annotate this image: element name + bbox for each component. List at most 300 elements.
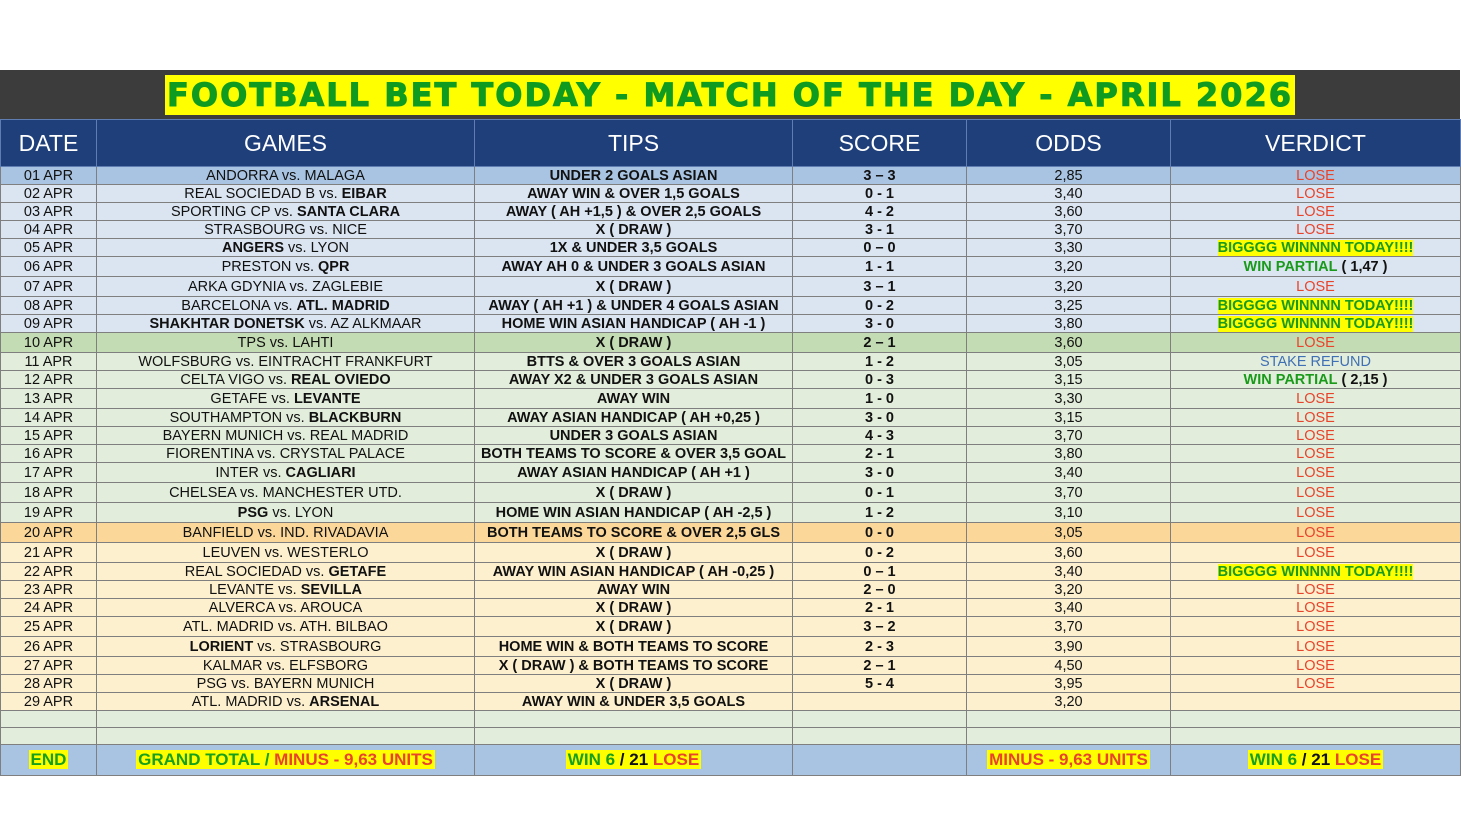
verdict-cell	[1171, 543, 1461, 563]
tip-cell: AWAY WIN	[475, 581, 793, 599]
odds-cell: 3,15	[967, 371, 1171, 389]
score-cell: 3 – 3	[793, 167, 967, 185]
blank-row	[1, 728, 1461, 745]
footer-win-lose: WIN 6 / 21 LOSE	[475, 745, 793, 776]
verdict-cell	[1171, 617, 1461, 637]
odds-cell: 3,60	[967, 333, 1171, 353]
tip-cell: X ( DRAW ) & BOTH TEAMS TO SCORE	[475, 657, 793, 675]
verdict-cell	[1171, 333, 1461, 353]
home-team: LEUVEN	[202, 544, 261, 561]
odds-cell: 3,70	[967, 617, 1171, 637]
away-team: MANCHESTER UTD.	[262, 484, 402, 501]
table-row	[1, 389, 1461, 409]
table-row	[1, 675, 1461, 693]
verdict-cell	[1171, 563, 1461, 581]
vs-label: vs.	[235, 353, 255, 370]
verdict-lose: LOSE	[1296, 167, 1335, 184]
game-cell	[97, 203, 475, 221]
away-team: MALAGA	[304, 167, 365, 184]
table-body	[1, 167, 1461, 711]
table-row	[1, 257, 1461, 277]
verdict-refund: STAKE REFUND	[1260, 353, 1371, 370]
home-team: ANGERS	[221, 239, 285, 256]
game-cell	[97, 409, 475, 427]
verdict-cell	[1171, 483, 1461, 503]
tip-cell: BOTH TEAMS TO SCORE & OVER 3,5 GOAL	[475, 445, 793, 463]
odds-cell: 3,70	[967, 483, 1171, 503]
game-cell	[97, 257, 475, 277]
tip-cell: BOTH TEAMS TO SCORE & OVER 2,5 GLS	[475, 523, 793, 543]
score-cell: 1 - 2	[793, 353, 967, 371]
vs-label: vs.	[240, 484, 259, 501]
verdict-cell	[1171, 389, 1461, 409]
home-team: SPORTING CP	[170, 203, 271, 220]
table-row	[1, 445, 1461, 463]
odds-cell: 3,10	[967, 503, 1171, 523]
home-team: BARCELONA	[181, 297, 270, 314]
blank-row	[1, 711, 1461, 728]
table-row	[1, 543, 1461, 563]
game-cell	[97, 617, 475, 637]
game-cell	[97, 315, 475, 333]
verdict-cell	[1171, 371, 1461, 389]
verdict-lose: LOSE	[1296, 221, 1335, 238]
verdict-cell	[1171, 221, 1461, 239]
away-team: AROUCA	[300, 599, 363, 616]
verdict-partial-value: ( 1,47 )	[1341, 258, 1388, 275]
table-row	[1, 637, 1461, 657]
tip-cell: AWAY ( AH +1 ) & UNDER 4 GOALS ASIAN	[475, 297, 793, 315]
date-cell: 15 APR	[1, 427, 97, 445]
away-team: LAHTI	[292, 334, 334, 351]
score-cell: 0 – 0	[793, 239, 967, 257]
table-row	[1, 617, 1461, 637]
away-team: REAL MADRID	[309, 427, 409, 444]
table-row	[1, 523, 1461, 543]
verdict-win-partial: WIN PARTIAL	[1243, 371, 1338, 388]
verdict-cell	[1171, 599, 1461, 617]
game-cell	[97, 675, 475, 693]
verdict-cell	[1171, 353, 1461, 371]
table-row	[1, 503, 1461, 523]
verdict-lose: LOSE	[1296, 581, 1335, 598]
date-cell: 12 APR	[1, 371, 97, 389]
date-cell: 16 APR	[1, 445, 97, 463]
home-team: WOLFSBURG	[138, 353, 232, 370]
home-team: LEVANTE	[209, 581, 275, 598]
tip-cell: UNDER 3 GOALS ASIAN	[475, 427, 793, 445]
home-team: REAL SOCIEDAD B	[184, 185, 316, 202]
verdict-lose: LOSE	[1296, 278, 1335, 295]
date-cell: 03 APR	[1, 203, 97, 221]
game-cell	[97, 185, 475, 203]
game-cell	[97, 523, 475, 543]
tip-cell: AWAY X2 & UNDER 3 GOALS ASIAN	[475, 371, 793, 389]
date-cell: 21 APR	[1, 543, 97, 563]
verdict-cell	[1171, 185, 1461, 203]
footer-grand-total: GRAND TOTAL / MINUS - 9,63 UNITS	[97, 745, 475, 776]
table-row	[1, 427, 1461, 445]
odds-cell: 2,85	[967, 167, 1171, 185]
header-odds: ODDS	[967, 120, 1171, 167]
vs-label: vs.	[287, 427, 306, 444]
tip-cell: AWAY ASIAN HANDICAP ( AH +1 )	[475, 463, 793, 483]
vs-label: vs.	[319, 185, 338, 202]
verdict-big-win: BIGGGG WINNNN TODAY!!!!	[1217, 563, 1414, 580]
verdict-cell	[1171, 409, 1461, 427]
odds-cell: 3,70	[967, 427, 1171, 445]
date-cell: 14 APR	[1, 409, 97, 427]
home-team: ATL. MADRID	[191, 693, 283, 710]
away-team: ATL. MADRID	[296, 297, 390, 314]
table-row	[1, 409, 1461, 427]
header-tips: TIPS	[475, 120, 793, 167]
verdict-cell	[1171, 315, 1461, 333]
score-cell: 2 – 1	[793, 657, 967, 675]
home-team: BAYERN MUNICH	[162, 427, 284, 444]
verdict-big-win: BIGGGG WINNNN TODAY!!!!	[1217, 239, 1414, 256]
odds-cell: 3,20	[967, 693, 1171, 711]
vs-label: vs.	[286, 409, 305, 426]
vs-label: vs.	[266, 657, 286, 674]
home-team: STRASBOURG	[204, 221, 306, 238]
game-cell	[97, 693, 475, 711]
game-cell	[97, 543, 475, 563]
tip-cell: X ( DRAW )	[475, 483, 793, 503]
odds-cell: 3,20	[967, 581, 1171, 599]
away-team: CAGLIARI	[285, 464, 356, 481]
date-cell: 01 APR	[1, 167, 97, 185]
game-cell	[97, 637, 475, 657]
verdict-lose: LOSE	[1296, 334, 1335, 351]
away-team: ATH. BILBAO	[299, 618, 388, 635]
date-cell: 06 APR	[1, 257, 97, 277]
tip-cell: AWAY ASIAN HANDICAP ( AH +0,25 )	[475, 409, 793, 427]
odds-cell: 3,15	[967, 409, 1171, 427]
score-cell: 2 - 1	[793, 599, 967, 617]
verdict-lose: LOSE	[1296, 390, 1335, 407]
date-cell: 05 APR	[1, 239, 97, 257]
tip-cell: AWAY AH 0 & UNDER 3 GOALS ASIAN	[475, 257, 793, 277]
game-cell	[97, 581, 475, 599]
tip-cell: BTTS & OVER 3 GOALS ASIAN	[475, 353, 793, 371]
date-cell: 26 APR	[1, 637, 97, 657]
vs-label: vs.	[271, 390, 290, 407]
header-verdict: VERDICT	[1171, 120, 1461, 167]
bets-table	[0, 119, 1461, 776]
tip-cell: UNDER 2 GOALS ASIAN	[475, 167, 793, 185]
game-cell	[97, 371, 475, 389]
away-team: LEVANTE	[293, 390, 361, 407]
home-team: CHELSEA	[169, 484, 236, 501]
home-team: SHAKHTAR DONETSK	[149, 315, 305, 332]
game-cell	[97, 167, 475, 185]
odds-cell: 4,50	[967, 657, 1171, 675]
score-cell: 2 - 1	[793, 445, 967, 463]
table-row	[1, 463, 1461, 483]
tip-cell: X ( DRAW )	[475, 617, 793, 637]
home-team: PSG	[237, 504, 269, 521]
tip-cell: X ( DRAW )	[475, 599, 793, 617]
home-team: FIORENTINA	[166, 445, 254, 462]
score-cell: 2 – 0	[793, 581, 967, 599]
home-team: INTER	[215, 464, 259, 481]
date-cell: 22 APR	[1, 563, 97, 581]
away-team: STRASBOURG	[279, 638, 382, 655]
score-cell: 4 - 2	[793, 203, 967, 221]
game-cell	[97, 563, 475, 581]
away-team: WESTERLO	[287, 544, 369, 561]
verdict-cell	[1171, 239, 1461, 257]
verdict-lose: LOSE	[1296, 618, 1335, 635]
game-cell	[97, 221, 475, 239]
table-row	[1, 185, 1461, 203]
tip-cell: X ( DRAW )	[475, 277, 793, 297]
odds-cell: 3,60	[967, 543, 1171, 563]
score-cell: 1 - 1	[793, 257, 967, 277]
totals-row	[1, 745, 1461, 776]
game-cell	[97, 483, 475, 503]
vs-label: vs.	[286, 693, 306, 710]
date-cell: 27 APR	[1, 657, 97, 675]
verdict-cell	[1171, 167, 1461, 185]
vs-label: vs.	[272, 504, 291, 521]
game-cell	[97, 389, 475, 409]
table-row	[1, 563, 1461, 581]
odds-cell: 3,20	[967, 277, 1171, 297]
verdict-cell	[1171, 637, 1461, 657]
vs-label: vs.	[262, 464, 282, 481]
date-cell: 13 APR	[1, 389, 97, 409]
vs-label: vs.	[308, 315, 328, 332]
tip-cell: AWAY WIN & UNDER 3,5 GOALS	[475, 693, 793, 711]
date-cell: 17 APR	[1, 463, 97, 483]
verdict-lose: LOSE	[1296, 464, 1335, 481]
title-bar	[0, 70, 1460, 119]
verdict-cell	[1171, 427, 1461, 445]
game-cell	[97, 463, 475, 483]
verdict-cell	[1171, 581, 1461, 599]
score-cell: 0 – 1	[793, 563, 967, 581]
verdict-lose: LOSE	[1296, 203, 1335, 220]
odds-cell: 3,25	[967, 297, 1171, 315]
odds-cell: 3,05	[967, 353, 1171, 371]
vs-label: vs.	[289, 278, 309, 295]
home-team: BANFIELD	[182, 524, 254, 541]
game-cell	[97, 503, 475, 523]
verdict-lose: LOSE	[1296, 675, 1335, 692]
tip-cell: AWAY WIN ASIAN HANDICAP ( AH -0,25 )	[475, 563, 793, 581]
away-team: GETAFE	[328, 563, 387, 580]
score-cell: 0 - 2	[793, 543, 967, 563]
score-cell: 5 - 4	[793, 675, 967, 693]
verdict-cell	[1171, 445, 1461, 463]
game-cell	[97, 277, 475, 297]
verdict-big-win: BIGGGG WINNNN TODAY!!!!	[1217, 315, 1414, 332]
verdict-win-partial: WIN PARTIAL	[1243, 258, 1338, 275]
odds-cell: 3,40	[967, 463, 1171, 483]
tip-cell: X ( DRAW )	[475, 333, 793, 353]
table-row	[1, 333, 1461, 353]
date-cell: 25 APR	[1, 617, 97, 637]
header-date: DATE	[1, 120, 97, 167]
away-team: LYON	[310, 239, 350, 256]
odds-cell: 3,90	[967, 637, 1171, 657]
date-cell: 20 APR	[1, 523, 97, 543]
tip-cell: HOME WIN ASIAN HANDICAP ( AH -1 )	[475, 315, 793, 333]
score-cell: 3 – 2	[793, 617, 967, 637]
page-title: FOOTBALL BET TODAY - MATCH OF THE DAY - APRIL 2026	[167, 75, 1293, 114]
verdict-cell	[1171, 463, 1461, 483]
away-team: ARSENAL	[309, 693, 380, 710]
date-cell: 09 APR	[1, 315, 97, 333]
tip-cell: X ( DRAW )	[475, 221, 793, 239]
away-team: BLACKBURN	[308, 409, 402, 426]
vs-label: vs.	[288, 239, 307, 256]
away-team: SANTA CLARA	[296, 203, 401, 220]
verdict-cell	[1171, 523, 1461, 543]
date-cell: 23 APR	[1, 581, 97, 599]
table-row	[1, 693, 1461, 711]
verdict-lose: LOSE	[1296, 427, 1335, 444]
home-team: SOUTHAMPTON	[169, 409, 283, 426]
score-cell: 4 - 3	[793, 427, 967, 445]
date-cell: 10 APR	[1, 333, 97, 353]
vs-label: vs.	[231, 675, 250, 692]
home-team: CELTA VIGO	[180, 371, 265, 388]
table-footer	[1, 711, 1461, 776]
game-cell	[97, 657, 475, 675]
verdict-cell	[1171, 503, 1461, 523]
game-cell	[97, 333, 475, 353]
date-cell: 18 APR	[1, 483, 97, 503]
odds-cell: 3,60	[967, 203, 1171, 221]
score-cell: 3 - 1	[793, 221, 967, 239]
home-team: GETAFE	[210, 390, 268, 407]
score-cell: 0 - 2	[793, 297, 967, 315]
odds-cell: 3,20	[967, 257, 1171, 277]
header-score: SCORE	[793, 120, 967, 167]
game-cell	[97, 239, 475, 257]
verdict-lose: LOSE	[1296, 638, 1335, 655]
odds-cell: 3,70	[967, 221, 1171, 239]
date-cell: 29 APR	[1, 693, 97, 711]
footer-odds-minus: MINUS - 9,63 UNITS	[967, 745, 1171, 776]
vs-label: vs.	[257, 638, 276, 655]
score-cell: 0 - 1	[793, 185, 967, 203]
game-cell	[97, 297, 475, 315]
table-row	[1, 483, 1461, 503]
table-row	[1, 297, 1461, 315]
footer-score-empty	[793, 745, 967, 776]
home-team: ATL. MADRID	[183, 618, 274, 635]
table-row	[1, 277, 1461, 297]
verdict-cell	[1171, 657, 1461, 675]
table-row	[1, 371, 1461, 389]
score-cell: 0 - 3	[793, 371, 967, 389]
away-team: SEVILLA	[300, 581, 362, 598]
verdict-lose: LOSE	[1296, 524, 1335, 541]
vs-label: vs.	[305, 563, 325, 580]
table-row	[1, 581, 1461, 599]
vs-label: vs.	[268, 371, 287, 388]
verdict-cell	[1171, 257, 1461, 277]
table-row	[1, 167, 1461, 185]
game-cell	[97, 599, 475, 617]
verdict-lose: LOSE	[1296, 484, 1335, 501]
table-row	[1, 353, 1461, 371]
away-team: CRYSTAL PALACE	[279, 445, 405, 462]
score-cell: 2 - 3	[793, 637, 967, 657]
game-cell	[97, 445, 475, 463]
odds-cell: 3,80	[967, 315, 1171, 333]
verdict-cell	[1171, 675, 1461, 693]
table-row	[1, 239, 1461, 257]
odds-cell: 3,30	[967, 239, 1171, 257]
tip-cell: X ( DRAW )	[475, 675, 793, 693]
verdict-lose: LOSE	[1296, 409, 1335, 426]
score-cell: 3 – 1	[793, 277, 967, 297]
vs-label: vs.	[281, 167, 301, 184]
score-cell	[793, 693, 967, 711]
away-team: ELFSBORG	[289, 657, 369, 674]
verdict-lose: LOSE	[1296, 504, 1335, 521]
vs-label: vs.	[264, 544, 284, 561]
away-team: REAL OVIEDO	[291, 371, 391, 388]
score-cell: 0 - 0	[793, 523, 967, 543]
table-row	[1, 657, 1461, 675]
vs-label: vs.	[257, 445, 276, 462]
vs-label: vs.	[295, 258, 314, 275]
home-team: REAL SOCIEDAD	[184, 563, 302, 580]
score-cell: 3 - 0	[793, 409, 967, 427]
odds-cell: 3,30	[967, 389, 1171, 409]
table-row	[1, 203, 1461, 221]
odds-cell: 3,40	[967, 599, 1171, 617]
date-cell: 24 APR	[1, 599, 97, 617]
home-team: PRESTON	[221, 258, 292, 275]
odds-cell: 3,80	[967, 445, 1171, 463]
vs-label: vs.	[257, 524, 277, 541]
date-cell: 19 APR	[1, 503, 97, 523]
header-games: GAMES	[97, 120, 475, 167]
vs-label: vs.	[309, 221, 329, 238]
verdict-cell	[1171, 297, 1461, 315]
date-cell: 28 APR	[1, 675, 97, 693]
verdict-cell	[1171, 277, 1461, 297]
away-team: QPR	[318, 258, 350, 275]
away-team: ZAGLEBIE	[312, 278, 384, 295]
vs-label: vs.	[269, 334, 289, 351]
away-team: EIBAR	[341, 185, 387, 202]
verdict-partial-value: ( 2,15 )	[1341, 371, 1388, 388]
away-team: NICE	[332, 221, 367, 238]
vs-label: vs.	[278, 581, 297, 598]
date-cell: 02 APR	[1, 185, 97, 203]
verdict-cell	[1171, 693, 1461, 711]
odds-cell: 3,05	[967, 523, 1171, 543]
tip-cell: HOME WIN ASIAN HANDICAP ( AH -2,5 )	[475, 503, 793, 523]
verdict-lose: LOSE	[1296, 599, 1335, 616]
footer-end: END	[1, 745, 97, 776]
odds-cell: 3,95	[967, 675, 1171, 693]
verdict-lose: LOSE	[1296, 657, 1335, 674]
home-team: KALMAR	[202, 657, 263, 674]
home-team: ALVERCA	[208, 599, 275, 616]
game-cell	[97, 427, 475, 445]
table-row	[1, 221, 1461, 239]
table-row	[1, 599, 1461, 617]
